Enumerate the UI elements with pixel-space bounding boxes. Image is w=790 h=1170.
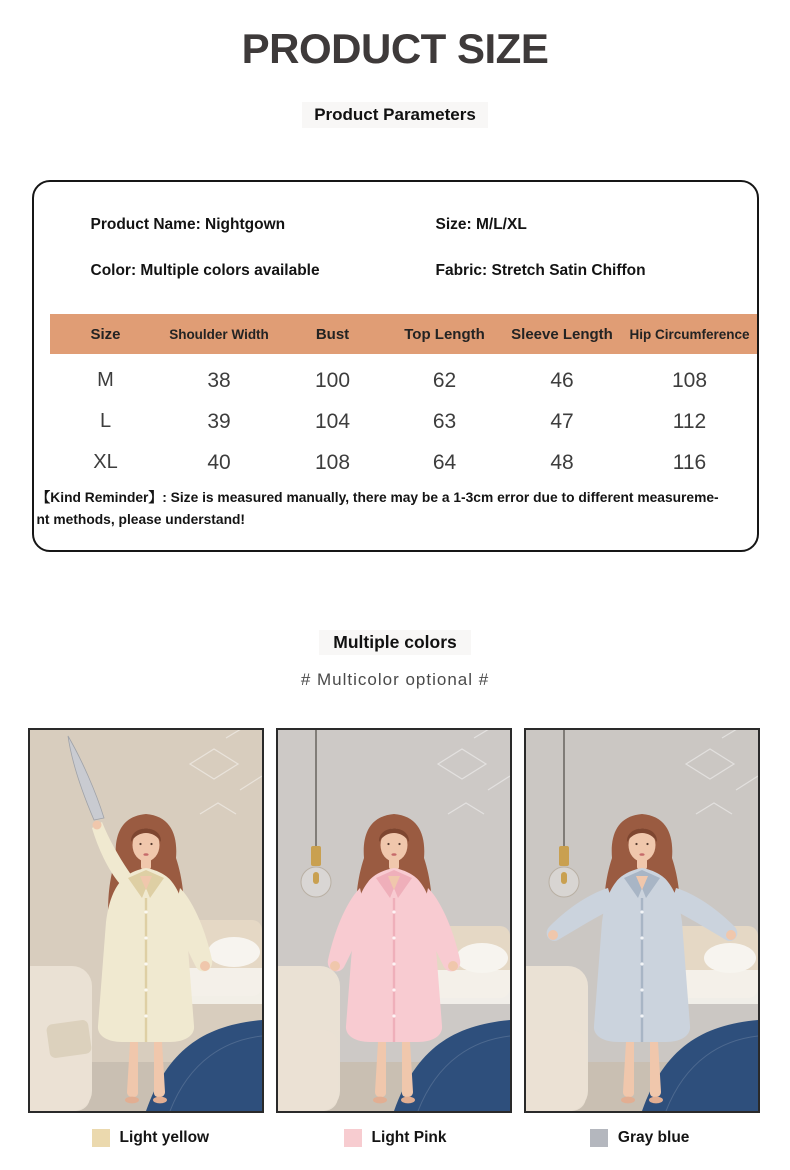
swatch-color-icon [344, 1129, 362, 1147]
eye [139, 843, 141, 845]
eye [635, 843, 637, 845]
swatch-gray-blue [517, 1129, 762, 1147]
cell-hip: 116 [672, 450, 707, 474]
col-header-top-length: Top Length [404, 325, 485, 343]
bed-pillow [704, 943, 756, 973]
mattress [430, 970, 510, 1004]
cell-sleeve-length: 48 [550, 450, 574, 474]
cell-shoulder: 40 [207, 450, 231, 474]
hand [448, 961, 458, 971]
lips [391, 853, 396, 856]
table-row-l [50, 401, 757, 442]
col-header-sleeve-length: Sleeve Length [511, 325, 613, 343]
hand [200, 961, 210, 971]
foot [401, 1097, 415, 1104]
colors-heading: Multiple colors [319, 630, 470, 655]
color-swatch-row [0, 1129, 790, 1147]
foot [153, 1097, 167, 1104]
cell-bust: 108 [314, 450, 351, 474]
product-photo-gray-blue [524, 728, 760, 1113]
col-header-size: Size [90, 325, 121, 343]
size-table [50, 314, 757, 483]
photo-scene [278, 730, 510, 1111]
table-row-m [50, 360, 757, 401]
param-product-name: Product Name: Nightgown [90, 216, 286, 234]
cell-sleeve-length: 47 [550, 409, 574, 433]
product-photos-row [0, 728, 790, 1113]
hand [93, 820, 102, 829]
bed-pillow [208, 937, 260, 967]
bed-pillow [456, 943, 508, 973]
eye [398, 843, 400, 845]
colors-subheading: # Multicolor optional # [300, 669, 490, 689]
armchair [526, 966, 588, 1111]
eye [387, 843, 389, 845]
swatch-label: Light Pink [371, 1128, 447, 1146]
page-title: PRODUCT SIZE [241, 25, 549, 72]
lips [639, 853, 644, 856]
swatch-light-yellow [28, 1129, 273, 1147]
armchair [278, 966, 340, 1111]
col-header-shoulder-width: Shoulder Width [169, 326, 269, 342]
cell-shoulder: 39 [207, 409, 231, 433]
parameter-box [32, 180, 759, 552]
param-fabric: Fabric: Stretch Satin Chiffon [435, 262, 646, 280]
foot [125, 1097, 139, 1104]
foot [373, 1097, 387, 1104]
colors-heading-wrap [0, 630, 790, 655]
hand [330, 961, 340, 971]
cell-hip: 112 [672, 409, 707, 433]
swatch-color-icon [590, 1129, 608, 1147]
kind-reminder [37, 487, 751, 530]
foot [621, 1097, 635, 1104]
hand [548, 930, 558, 940]
cell-shoulder: 38 [207, 368, 231, 392]
swatch-label: Gray blue [617, 1128, 690, 1146]
cell-top-length: 63 [432, 409, 457, 433]
mattress [182, 968, 262, 1004]
lips [143, 853, 148, 856]
param-color: Color: Multiple colors available [90, 262, 320, 280]
cell-size: L [99, 410, 112, 433]
kind-reminder-line2: nt methods, please understand! [36, 511, 246, 527]
col-header-hip-circumference: Hip Circumference [629, 326, 750, 342]
photo-scene [30, 730, 262, 1111]
size-table-body [50, 360, 757, 483]
parameter-list [34, 216, 757, 280]
kind-reminder-line1: 【Kind Reminder】: Size is measured manually, there may be a 1-3cm error due to different measureme- [36, 490, 719, 506]
cell-top-length: 64 [432, 450, 457, 474]
swatch-color-icon [92, 1129, 110, 1147]
section-subtitle: Product Parameters [302, 102, 488, 128]
hand [726, 930, 736, 940]
swatch-light-pink [273, 1129, 518, 1147]
photo-scene [526, 730, 758, 1111]
subtitle-wrap [0, 102, 790, 128]
chair-pillow [46, 1019, 92, 1059]
cell-size: M [97, 369, 114, 392]
cell-bust: 104 [314, 409, 351, 433]
eye [150, 843, 152, 845]
size-table-header [50, 314, 757, 354]
cell-top-length: 62 [432, 368, 457, 392]
table-row-xl [50, 442, 757, 483]
cell-size: XL [93, 451, 118, 474]
product-photo-light-pink [276, 728, 512, 1113]
col-header-bust: Bust [315, 325, 350, 343]
mattress [678, 970, 758, 1004]
foot [649, 1097, 663, 1104]
cell-hip: 108 [671, 368, 708, 392]
eye [646, 843, 648, 845]
cell-sleeve-length: 46 [550, 368, 574, 392]
product-photo-light-yellow [28, 728, 264, 1113]
cell-bust: 100 [314, 368, 351, 392]
swatch-label: Light yellow [119, 1128, 210, 1146]
param-size: Size: M/L/XL [435, 216, 527, 234]
